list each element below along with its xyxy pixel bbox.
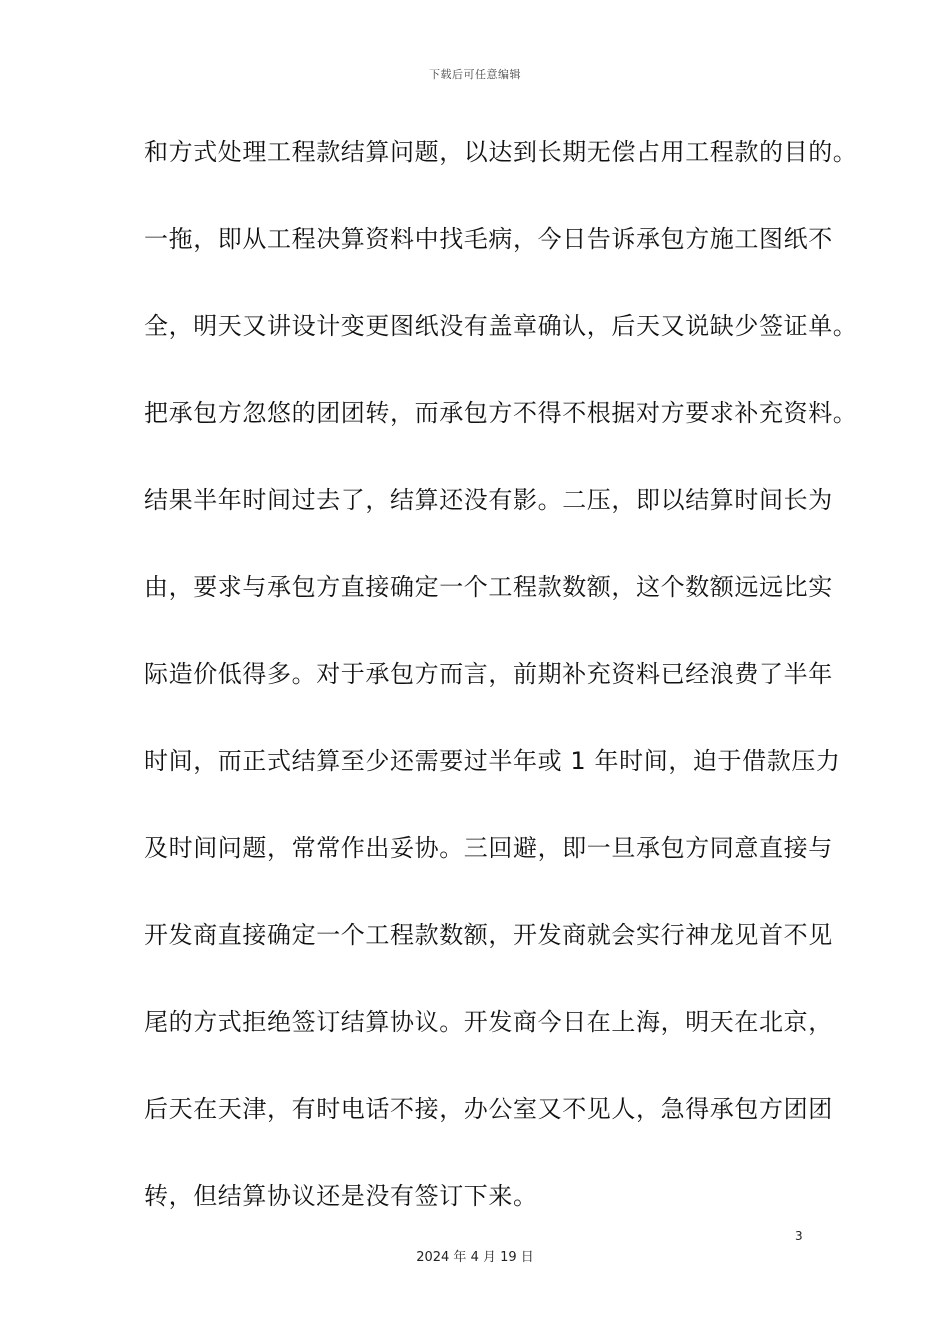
footer-date: 2024 年 4 月 19 日 (416, 1250, 534, 1265)
text-line: 及时间问题，常常作出妥协。三回避，即一旦承包方同意直接与 (144, 834, 833, 862)
text-line: 由，要求与承包方直接确定一个工程款数额，这个数额远远比实 (144, 573, 833, 601)
text-line: 全，明天又讲设计变更图纸没有盖章确认，后天又说缺少签证单。 (144, 312, 858, 340)
text-line: 转，但结算协议还是没有签订下来。 (144, 1182, 538, 1210)
header-note: 下载后可任意编辑 (429, 68, 521, 81)
body-paragraph (144, 130, 858, 1261)
page-number: 3 (795, 1229, 803, 1243)
text-line: 结果半年时间过去了，结算还没有影。二压，即以结算时间长为 (144, 486, 833, 514)
text-line: 一拖，即从工程决算资料中找毛病，今日告诉承包方施工图纸不 (144, 225, 833, 253)
text-line: 时间，而正式结算至少还需要过半年或 1 年时间，迫于借款压力 (144, 747, 841, 775)
text-line: 后天在天津，有时电话不接，办公室又不见人，急得承包方团团 (144, 1095, 833, 1123)
text-line: 尾的方式拒绝签订结算协议。开发商今日在上海，明天在北京， (144, 1008, 833, 1036)
text-line: 把承包方忽悠的团团转，而承包方不得不根据对方要求补充资料。 (144, 399, 858, 427)
text-line: 际造价低得多。对于承包方而言，前期补充资料已经浪费了半年 (144, 660, 833, 688)
text-line: 和方式处理工程款结算问题，以达到长期无偿占用工程款的目的。 (144, 138, 858, 166)
text-line: 开发商直接确定一个工程款数额，开发商就会实行神龙见首不见 (144, 921, 833, 949)
